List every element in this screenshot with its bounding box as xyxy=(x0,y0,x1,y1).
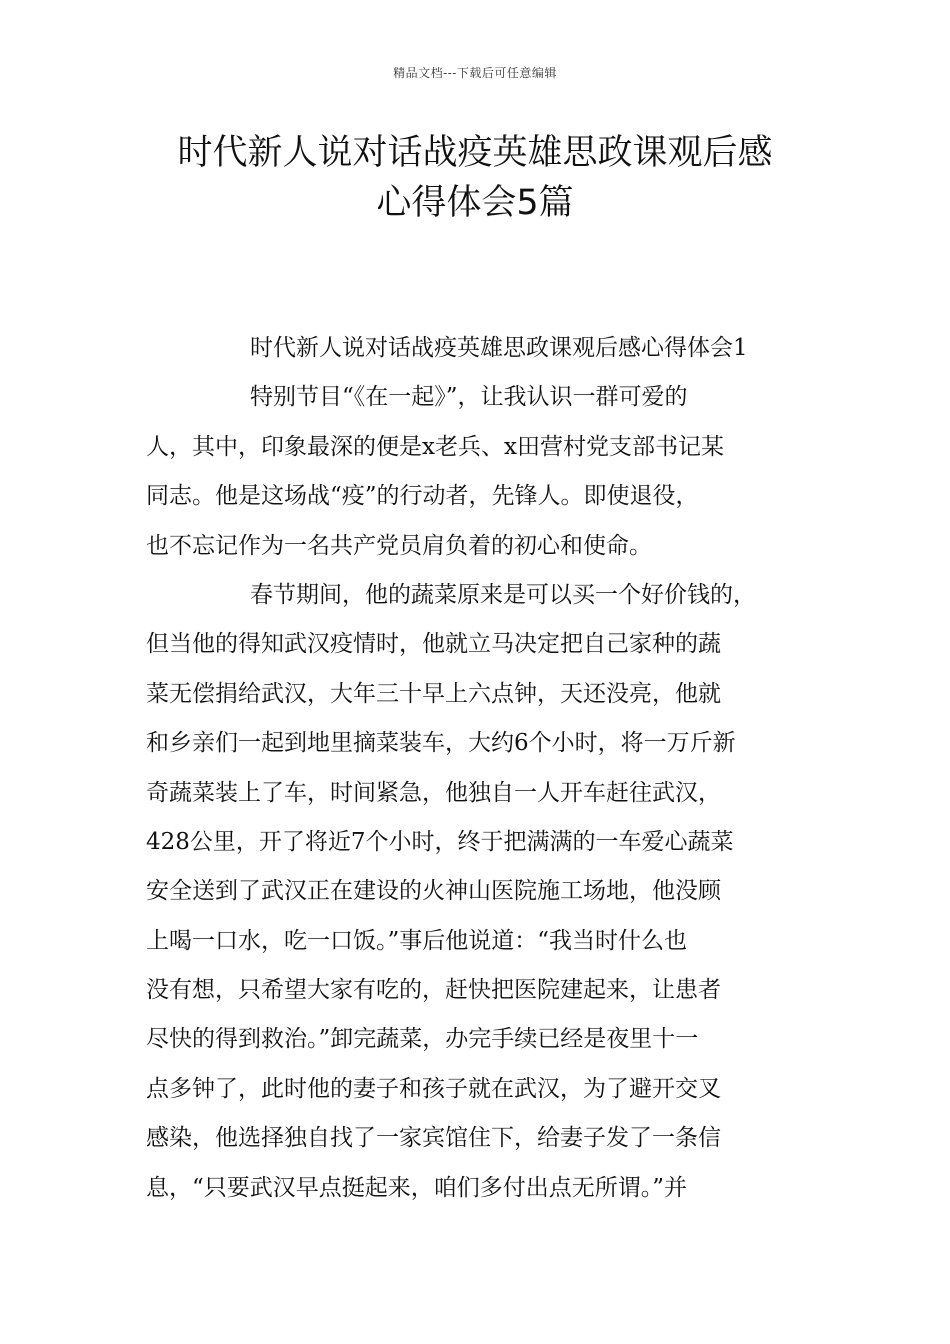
document-title xyxy=(120,128,830,228)
paragraph-line: 特别节目“《在一起》”，让我认识一群可爱的 xyxy=(250,384,688,411)
section-heading: 时代新人说对话战疫英雄思政课观后感心得体会1 xyxy=(250,335,748,361)
paragraph-line: 菜无偿捐给武汉，大年三十早上六点钟，天还没亮，他就 xyxy=(146,680,721,707)
paragraph-line: 尽快的得到救治。”卸完蔬菜，办完手续已经是夜里十一 xyxy=(146,1026,699,1053)
title-line-1: 时代新人说对话战疫英雄思政课观后感 xyxy=(177,133,773,173)
paragraph-line: 春节期间，他的蔬菜原来是可以买一个好价钱的， xyxy=(250,581,756,608)
paragraph-line: 感染，他选择独自找了一家宾馆住下，给妻子发了一条信 xyxy=(146,1125,721,1152)
paragraph-line: 点多钟了，此时他的妻子和孩子就在武汉，为了避开交叉 xyxy=(146,1075,721,1102)
paragraph-line: 上喝一口水，吃一口饭。”事后他说道：“我当时什么也 xyxy=(146,927,688,954)
paragraph-line: 同志。他是这场战“疫”的行动者，先锋人。即使退役， xyxy=(146,483,699,510)
paragraph-line: 奇蔬菜装上了车，时间紧急，他独自一人开车赶往武汉， xyxy=(146,779,721,806)
paragraph-line: 和乡亲们一起到地里摘菜装车，大约6个小时，将一万斤新 xyxy=(146,730,736,757)
title-line-2: 心得体会5篇 xyxy=(376,183,574,223)
paragraph-line: 安全送到了武汉正在建设的火神山医院施工场地，他没顾 xyxy=(146,878,721,905)
paragraph-line: 人，其中，印象最深的便是x老兵、x田营村党支部书记某 xyxy=(146,433,724,460)
paragraph-line: 没有想，只希望大家有吃的，赶快把医院建起来，让患者 xyxy=(146,977,721,1004)
header-note: 精品文档---下载后可任意编辑 xyxy=(393,66,557,80)
paragraph-line: 息，“只要武汉早点挺起来，咱们多付出点无所谓。”并 xyxy=(146,1174,688,1201)
paragraph-line: 也不忘记作为一名共产党员肩负着的初心和使命。 xyxy=(146,532,652,559)
body-text xyxy=(146,324,806,1213)
paragraph-line: 但当他的得知武汉疫情时，他就立马决定把自己家种的蔬 xyxy=(146,631,721,658)
paragraph-line: 428公里，开了将近7个小时，终于把满满的一车爱心蔬菜 xyxy=(146,828,734,855)
